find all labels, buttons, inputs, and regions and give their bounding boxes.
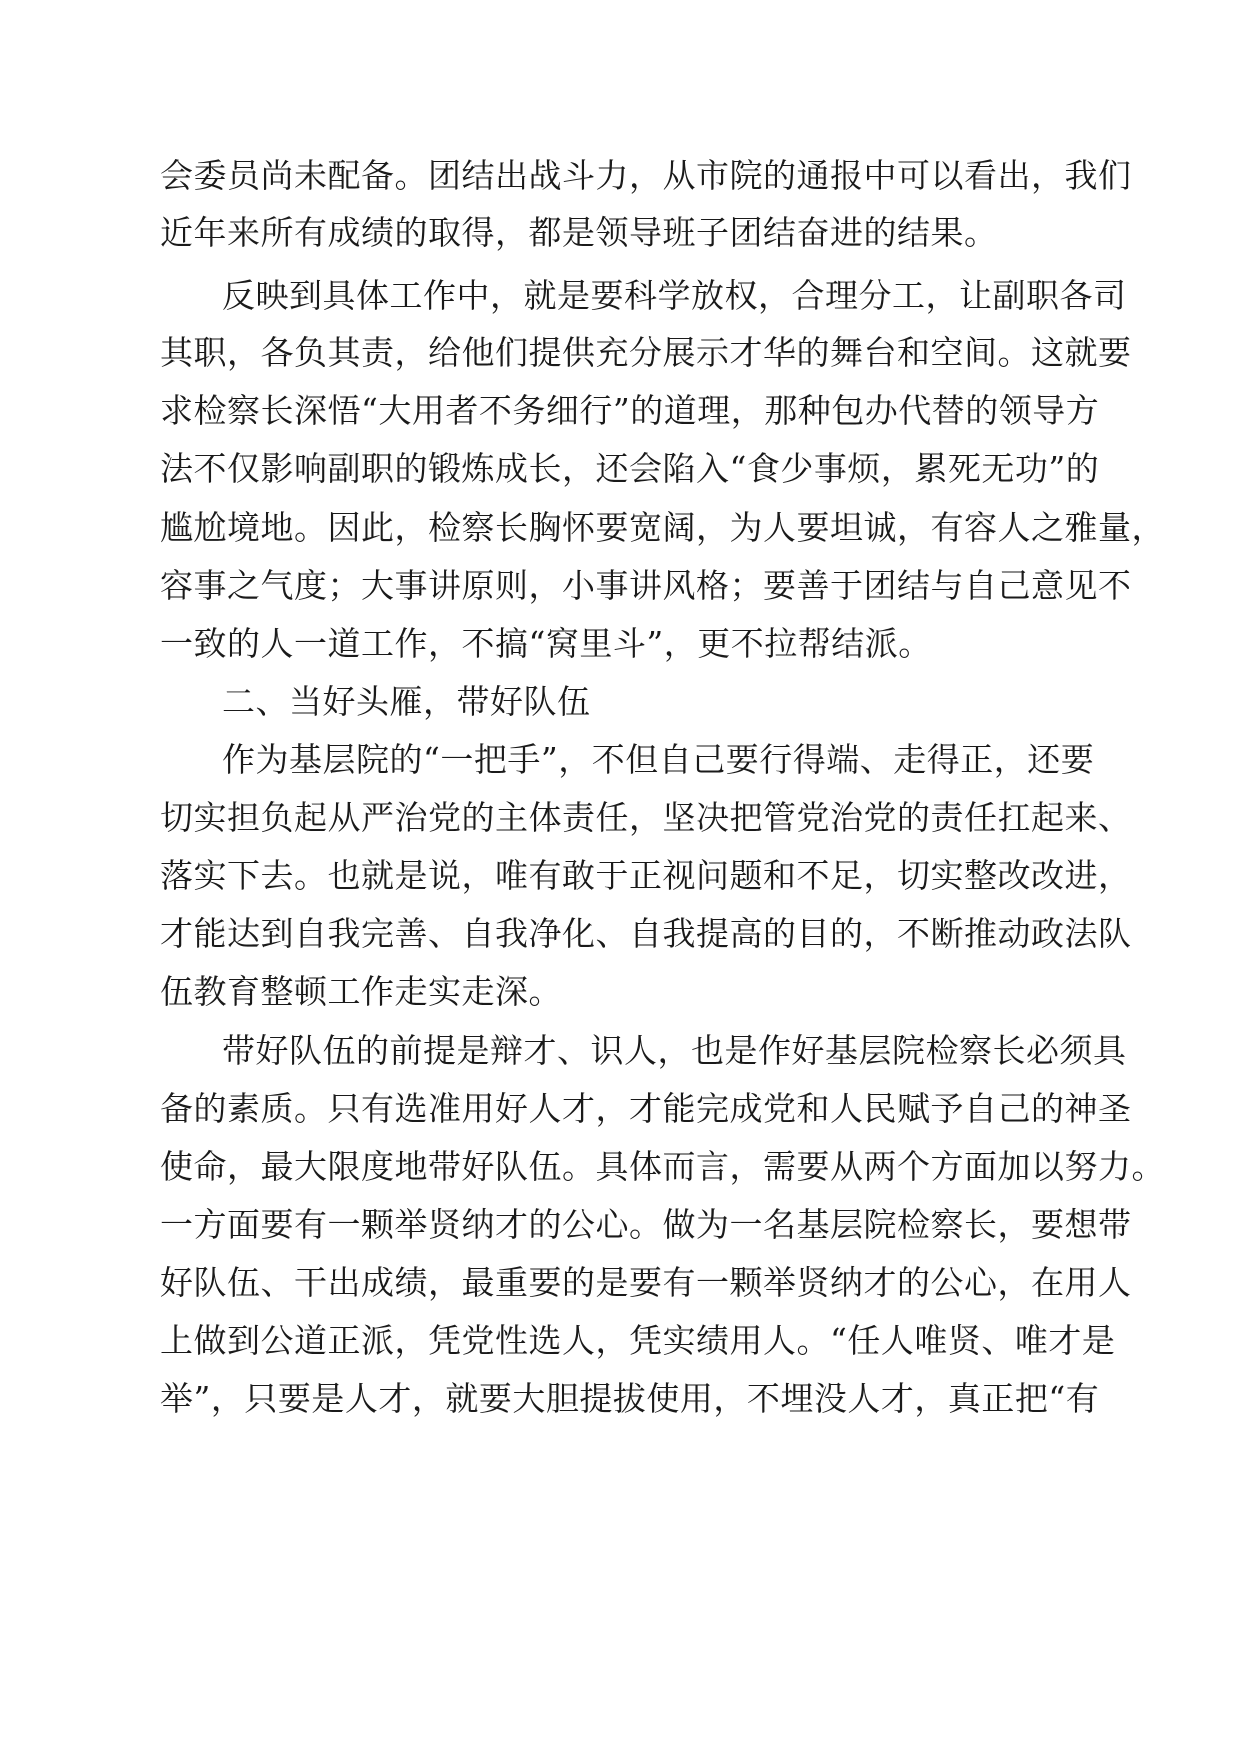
text-line: 会委员尚未配备。团结出战斗力，从市院的通报中可以看出，我们: [160, 156, 1132, 195]
text-line: 切实担负起从严治党的主体责任，坚决把管党治党的责任扛起来、: [160, 798, 1132, 837]
text-line: 尴尬境地。因此，检察长胸怀要宽阔，为人要坦诚，有容人之雅量，: [160, 508, 1165, 547]
text-line: 备的素质。只有选准用好人才，才能完成党和人民赋予自己的神圣: [160, 1089, 1132, 1128]
text-line: 带好队伍的前提是辩才、识人，也是作好基层院检察长必须具: [222, 1031, 1127, 1070]
text-line: 求检察长深悟“大用者不务细行”的道理，那种包办代替的领导方: [160, 391, 1100, 430]
text-line: 容事之气度；大事讲原则，小事讲风格；要善于团结与自己意见不: [160, 566, 1132, 605]
text-line: 上做到公道正派，凭党性选人，凭实绩用人。“任人唯贤、唯才是: [160, 1321, 1116, 1360]
text-line: 一方面要有一颗举贤纳才的公心。做为一名基层院检察长，要想带: [160, 1205, 1132, 1244]
text-line: 使命，最大限度地带好队伍。具体而言，需要从两个方面加以努力。: [160, 1147, 1165, 1186]
section-heading: 二、当好头雁，带好队伍: [222, 682, 591, 721]
text-line: 一致的人一道工作，不搞“窝里斗”，更不拉帮结派。: [160, 624, 932, 663]
text-line: 作为基层院的“一把手”，不但自己要行得端、走得正，还要: [222, 740, 1095, 779]
text-line: 好队伍、干出成绩，最重要的是要有一颗举贤纳才的公心，在用人: [160, 1263, 1132, 1302]
text-line: 近年来所有成绩的取得，都是领导班子团结奋进的结果。: [160, 213, 998, 252]
text-line: 其职，各负其责，给他们提供充分展示才华的舞台和空间。这就要: [160, 333, 1132, 372]
text-line: 举”，只要是人才，就要大胆提拔使用，不埋没人才，真正把“有: [160, 1379, 1100, 1418]
text-line: 法不仅影响副职的锻炼成长，还会陷入“食少事烦，累死无功”的: [160, 449, 1100, 488]
text-line: 反映到具体工作中，就是要科学放权，合理分工，让副职各司: [222, 276, 1127, 315]
text-line: 才能达到自我完善、自我净化、自我提高的目的，不断推动政法队: [160, 914, 1132, 953]
text-line: 落实下去。也就是说，唯有敢于正视问题和不足，切实整改改进，: [160, 856, 1132, 895]
text-line: 伍教育整顿工作走实走深。: [160, 972, 562, 1011]
